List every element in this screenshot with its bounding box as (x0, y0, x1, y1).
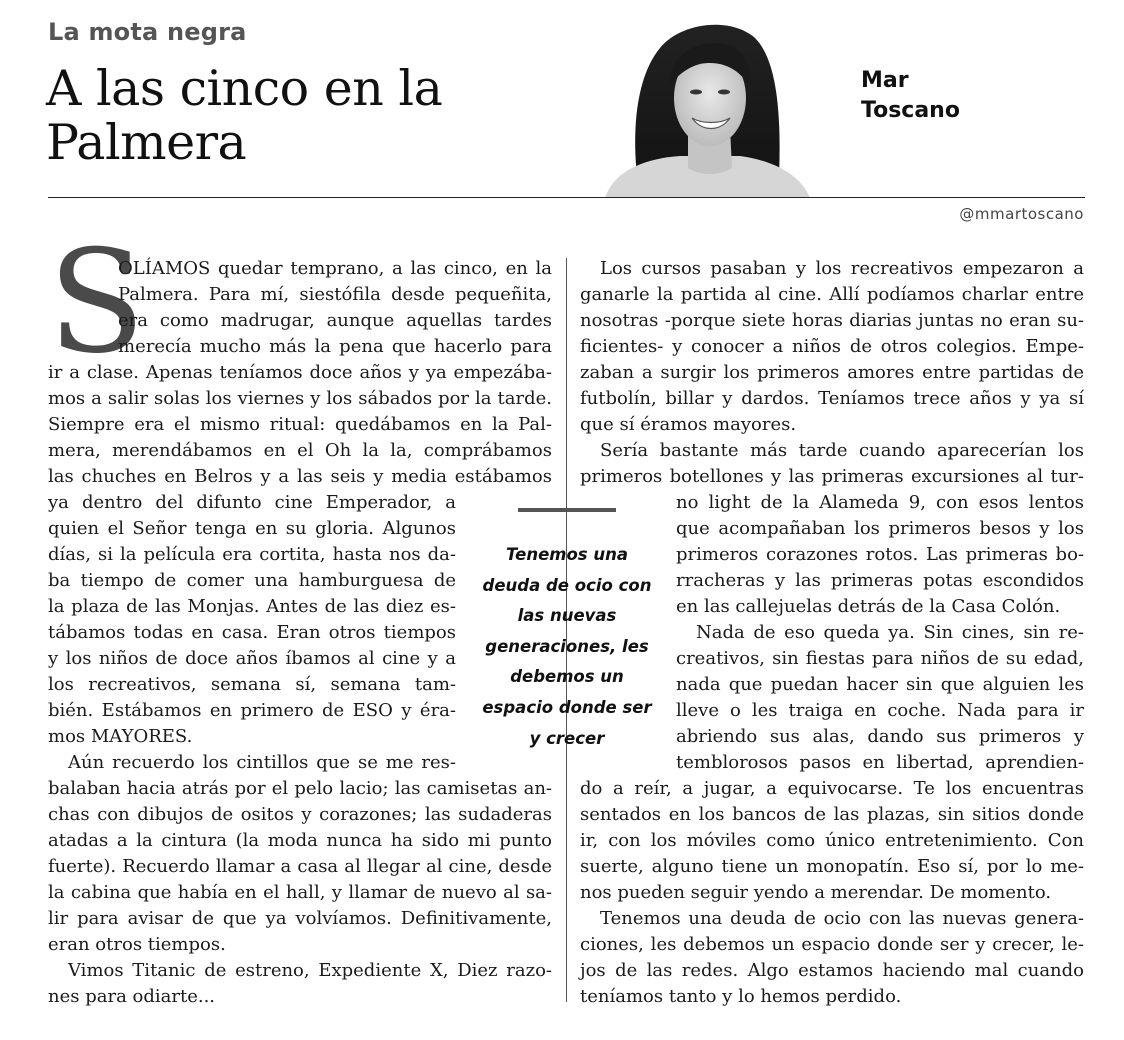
text-line: ganarle la partida al cine. Allí podíamos charlar entre (580, 284, 1084, 305)
text-line: ba tiempo de comer una hamburguesa de (48, 570, 456, 591)
headline-line: A las cinco en la (46, 60, 443, 117)
text-line: los recreativos, semana sí, semana tam- (48, 674, 456, 695)
text-line: lir para avisar de que ya volvíamos. Definitivamente, (48, 908, 552, 929)
author-last-name: Toscano (861, 98, 960, 123)
text-line: rracheras y las primeras potas escondidos (676, 570, 1084, 591)
text-line: mera, merendábamos en el Oh la la, comprábamos (48, 440, 552, 461)
author-name (861, 66, 960, 126)
text-line: nes para odiarte... (48, 986, 216, 1007)
text-line: Los cursos pasaban y los recreativos empezaron a (600, 258, 1084, 279)
pullquote-line: generaciones, les (485, 636, 649, 656)
pullquote-line: y crecer (529, 728, 605, 748)
text-line: mos a salir solas los viernes y los sábados por la tarde. (48, 388, 552, 409)
text-line: ya dentro del difunto cine Emperador, a (48, 492, 456, 513)
text-line: la plaza de las Monjas. Antes de las diez es- (48, 596, 456, 617)
pullquote-line: las nuevas (517, 606, 617, 626)
text-line: Vimos Titanic de estreno, Expediente X, Diez razo- (68, 960, 552, 981)
text-line: balaban hacia atrás por el pelo lacio; las camisetas an- (48, 778, 552, 799)
text-line: bién. Estábamos en primero de ESO y éra- (48, 700, 456, 721)
headline (46, 62, 566, 170)
pullquote-line: espacio donde ser (482, 697, 652, 717)
text-line: jos de las redes. Algo estamos haciendo mal cuando (580, 960, 1084, 981)
text-line: Tenemos una deuda de ocio con las nuevas genera- (600, 908, 1084, 929)
text-line: lleve o les traiga en coche. Nada para ir (676, 700, 1084, 721)
text-line: era como madrugar, aunque aquellas tardes (118, 310, 552, 331)
text-line: la cabina que había en el hall, y llamar de nuevo al sa- (48, 882, 552, 903)
text-line: zaban a surgir los primeros amores entre partidas de (580, 362, 1084, 383)
text-line: atadas a la cintura (la moda nunca ha sido mi punto (48, 830, 552, 851)
text-line: quien el Señor tenga en su gloria. Algunos (48, 518, 456, 539)
text-line: ir, con los móviles como único entretenimiento. Con (580, 830, 1084, 851)
text-line: ir a clase. Apenas teníamos doce años y ya empezába- (48, 362, 552, 383)
text-line: mos MAYORES. (48, 726, 193, 747)
text-line: ficientes- y conocer a niños de otros colegios. Empe- (580, 336, 1084, 357)
text-line: Aún recuerdo los cintillos que se me res- (68, 752, 456, 773)
text-line: en las callejuelas detrás de la Casa Colón. (676, 596, 1061, 617)
text-line: merecía mucho más la pena que hacerlo para (118, 336, 552, 357)
text-line: temblorosos pasos en libertad, aprendien- (676, 752, 1084, 773)
header-rule (48, 197, 1085, 198)
text-line: ciones, les debemos un espacio donde ser y crecer, le- (580, 934, 1084, 955)
author-handle: @mmartoscano (959, 205, 1084, 223)
text-line: sentados en los bancos de las plazas, sin sitios donde (580, 804, 1084, 825)
text-line: chas con dibujos de ositos y corazones; las sudaderas (48, 804, 552, 825)
text-line: Nada de eso queda ya. Sin cines, sin re- (696, 622, 1084, 643)
text-line: que sí éramos mayores. (580, 414, 797, 435)
author-photo (600, 18, 812, 198)
pullquote-line: deuda de ocio con (482, 575, 652, 595)
text-line: nos pueden seguir yendo a merendar. De momento. (580, 882, 1052, 903)
text-line: primeros corazones rotos. Las primeras bo- (676, 544, 1084, 565)
author-first-name: Mar (861, 68, 909, 93)
text-line: días, si la película era cortita, hasta nos da- (48, 544, 456, 565)
col2-text (580, 256, 1084, 1010)
col1-paragraph-1 (48, 256, 552, 1010)
text-line: teníamos tanto y lo hemos perdido. (580, 986, 902, 1007)
text-line: eran otros tiempos. (48, 934, 226, 955)
text-line: nosotras -porque siete horas diarias juntas no eran su- (580, 310, 1084, 331)
text-line: primeros botellones y las primeras excursiones al tur- (580, 466, 1084, 487)
pullquote-line: debemos un (510, 667, 624, 687)
section-label: La mota negra (48, 18, 247, 46)
text-line: futbolín, billar y dardos. Teníamos trece años y ya sí (580, 388, 1084, 409)
text-line: do a reír, a jugar, a equivocarse. Te los encuentras (580, 778, 1084, 799)
text-line: tábamos todas en casa. Eran otros tiempos (48, 622, 456, 643)
text-line: las chuches en Belros y a las seis y media estábamos (48, 466, 552, 487)
drop-cap: S (48, 220, 146, 385)
text-line: Palmera. Para mí, siestófila desde pequeñita, (118, 284, 552, 305)
text-line: nada que puedan hacer sin que alguien les (676, 674, 1084, 695)
text-line: que acompañaban los primeros besos y los (676, 518, 1084, 539)
text-line: Siempre era el mismo ritual: quedábamos en la Pal- (48, 414, 552, 435)
text-line: creativos, sin fiestas para niños de su edad, (676, 648, 1084, 669)
text-line: no light de la Alameda 9, con esos lentos (676, 492, 1084, 513)
text-line: y los niños de doce años íbamos al cine y a (48, 648, 456, 669)
text-line: suerte, alguno tiene un monopatín. Eso sí, por lo me- (580, 856, 1084, 877)
text-line: fuerte). Recuerdo llamar a casa al llegar al cine, desde (48, 856, 552, 877)
pullquote-line: Tenemos una (506, 545, 628, 564)
headline-line: Palmera (46, 114, 247, 171)
text-line: Sería bastante más tarde cuando aparecerían los (600, 440, 1084, 461)
text-line: abriendo sus alas, dando sus primeros y (676, 726, 1084, 747)
text-line: OLÍAMOS quedar temprano, a las cinco, en la (118, 258, 552, 279)
